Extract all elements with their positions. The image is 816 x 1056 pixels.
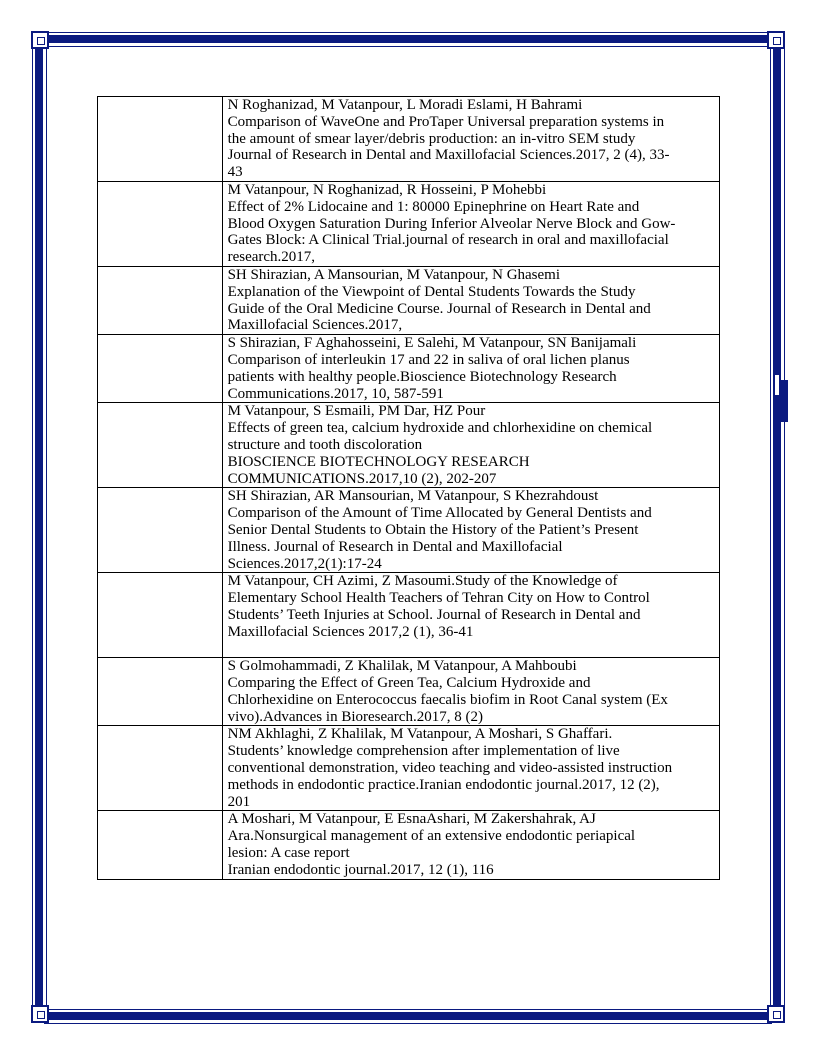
publication-line: Guide of the Oral Medicine Course. Journal of Research in Dental and (227, 300, 651, 317)
publication-line: Comparison of the Amount of Time Allocated by General Dentists and (227, 505, 652, 522)
publication-row (98, 573, 720, 658)
publication-line: Senior Dental Students to Obtain the History of the Patient’s Present (227, 521, 639, 538)
publication-line: Maxillofacial Sciences 2017,2 (1), 36-41 (227, 623, 474, 640)
publication-line: S Golmohammadi, Z Khalilak, M Vatanpour, A Mahboubi (227, 658, 577, 675)
publication-entry (222, 266, 719, 334)
border-line (44, 1023, 772, 1024)
publication-line: Illness. Journal of Research in Dental and Maxillofacial (227, 538, 563, 555)
publication-line: Blood Oxygen Saturation During Inferior Alveolar Nerve Block and Gow- (227, 215, 676, 232)
publication-line: lesion: A case report (227, 845, 350, 862)
border-line (44, 1009, 772, 1010)
publication-entry (222, 403, 719, 488)
publication-line: Ara.Nonsurgical management of an extensive endodontic periapical (227, 828, 636, 845)
border-corner-ornament (31, 1005, 49, 1023)
empty-label-cell (98, 97, 223, 182)
publication-line: Communications.2017, 10, 587-591 (227, 385, 444, 402)
border-band-right (773, 44, 781, 1012)
publication-entry (222, 97, 719, 182)
empty-label-cell (98, 658, 223, 726)
empty-label-cell (98, 488, 223, 573)
publication-line: Students’ Teeth Injuries at School. Journal of Research in Dental and (227, 606, 641, 623)
publication-line: M Vatanpour, CH Azimi, Z Masoumi.Study of the Knowledge of (227, 573, 618, 590)
publication-row (98, 335, 720, 403)
publication-line: Iranian endodontic journal.2017, 12 (1), 116 (227, 861, 494, 878)
publication-entry (222, 658, 719, 726)
empty-label-cell (98, 335, 223, 403)
publication-line: 201 (227, 793, 251, 810)
publication-line: Maxillofacial Sciences.2017, (227, 317, 403, 334)
empty-label-cell (98, 573, 223, 658)
publication-line: the amount of smear layer/debris production: an in-vitro SEM study (227, 130, 636, 147)
publication-row (98, 403, 720, 488)
border-corner-ornament (767, 1005, 785, 1023)
publication-line: Comparing the Effect of Green Tea, Calcium Hydroxide and (227, 675, 591, 692)
publication-line: S Shirazian, F Aghahosseini, E Salehi, M Vatanpour, SN Banijamali (227, 335, 637, 352)
empty-label-cell (98, 403, 223, 488)
publication-row (98, 266, 720, 334)
publication-line: A Moshari, M Vatanpour, E EsnaAshari, M Zakershahrak, AJ (227, 811, 596, 828)
publication-row (98, 726, 720, 811)
publication-line: Journal of Research in Dental and Maxillofacial Sciences.2017, 2 (4), 33- (227, 147, 670, 164)
publication-line: BIOSCIENCE BIOTECHNOLOGY RESEARCH (227, 453, 530, 470)
side-tab-marker (780, 380, 788, 422)
publication-row (98, 488, 720, 573)
publication-row (98, 658, 720, 726)
publication-line: Explanation of the Viewpoint of Dental Students Towards the Study (227, 283, 636, 300)
publication-line: Comparison of interleukin 17 and 22 in saliva of oral lichen planus (227, 351, 630, 368)
publication-line: Elementary School Health Teachers of Tehran City on How to Control (227, 590, 650, 607)
empty-label-cell (98, 266, 223, 334)
border-band-bottom (44, 1012, 772, 1020)
publication-entry (222, 811, 719, 879)
border-line (44, 32, 772, 33)
publication-entry (222, 181, 719, 266)
publication-line: Chlorhexidine on Enterococcus faecalis biofim in Root Canal system (Ex (227, 691, 668, 708)
border-corner-ornament (767, 31, 785, 49)
border-corner-ornament (31, 31, 49, 49)
publication-line: NM Akhlaghi, Z Khalilak, M Vatanpour, A Moshari, S Ghaffari. (227, 726, 613, 743)
publication-line: SH Shirazian, AR Mansourian, M Vatanpour, S Khezrahdoust (227, 488, 599, 505)
border-line (32, 44, 33, 1012)
publication-line (228, 641, 717, 658)
border-line (46, 44, 47, 1012)
publications-table (97, 96, 720, 880)
publication-line: patients with healthy people.Bioscience Biotechnology Research (227, 368, 617, 385)
publication-line: Gates Block: A Clinical Trial.journal of research in oral and maxillofacial (227, 232, 669, 249)
border-band-left (35, 44, 43, 1012)
publication-line: SH Shirazian, A Mansourian, M Vatanpour, N Ghasemi (227, 266, 561, 283)
publication-row (98, 181, 720, 266)
publication-line: 43 (227, 164, 243, 181)
publication-line: N Roghanizad, M Vatanpour, L Moradi Eslami, H Bahrami (227, 97, 583, 113)
empty-label-cell (98, 811, 223, 879)
publications-table-body (98, 97, 720, 880)
publication-line: Students’ knowledge comprehension after implementation of live (227, 743, 620, 760)
publication-line: COMMUNICATIONS.2017,10 (2), 202-207 (227, 470, 497, 487)
publication-line: structure and tooth discoloration (227, 436, 423, 453)
publication-line: M Vatanpour, N Roghanizad, R Hosseini, P Mohebbi (227, 181, 547, 198)
border-line (44, 46, 772, 47)
publication-line: Effects of green tea, calcium hydroxide and chlorhexidine on chemical (227, 420, 653, 437)
empty-label-cell (98, 181, 223, 266)
publication-line: Effect of 2% Lidocaine and 1: 80000 Epinephrine on Heart Rate and (227, 198, 640, 215)
border-band-top (44, 35, 772, 43)
publication-line: Sciences.2017,2(1):17-24 (227, 555, 382, 572)
publication-row (98, 811, 720, 879)
publication-line: vivo).Advances in Bioresearch.2017, 8 (2) (227, 708, 483, 725)
border-line (770, 44, 771, 1012)
publication-line: methods in endodontic practice.Iranian endodontic journal.2017, 12 (2), (227, 776, 660, 793)
publication-row (98, 97, 720, 182)
publication-line: conventional demonstration, video teaching and video-assisted instruction (227, 760, 673, 777)
publication-entry (222, 488, 719, 573)
publication-line: Comparison of WaveOne and ProTaper Universal preparation systems in (227, 113, 665, 130)
publication-entry (222, 335, 719, 403)
publication-line: research.2017, (227, 249, 316, 266)
publication-entry (222, 573, 719, 658)
border-line (784, 44, 785, 1012)
publication-entry (222, 726, 719, 811)
publication-line: M Vatanpour, S Esmaili, PM Dar, HZ Pour (227, 403, 486, 420)
empty-label-cell (98, 726, 223, 811)
